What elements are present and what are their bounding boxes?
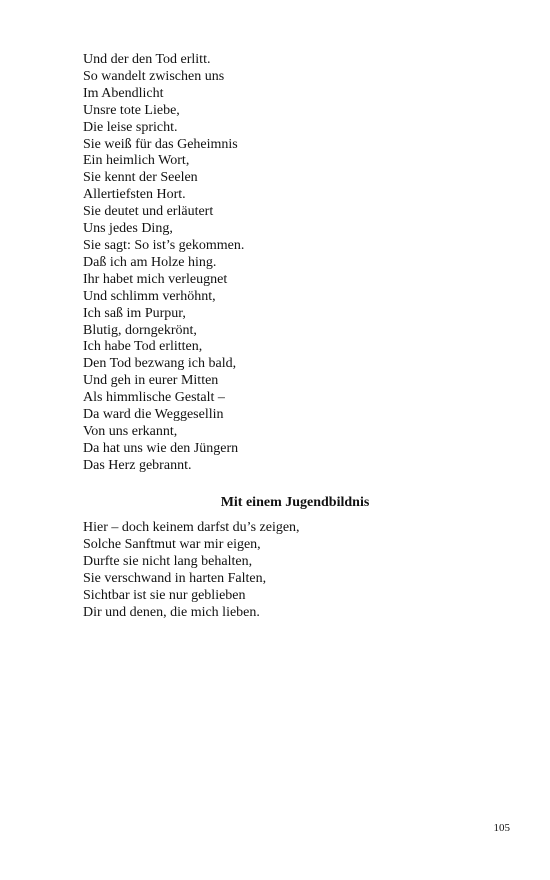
poem-line: Sie kennt der Seelen: [83, 170, 198, 186]
poem-line: Das Herz gebrannt.: [83, 457, 192, 473]
poem-line: Solche Sanftmut war mir eigen,: [83, 536, 261, 552]
poem-line: Ich saß im Purpur,: [83, 305, 186, 321]
poem-line: Sie sagt: So ist’s gekommen.: [83, 237, 245, 253]
poem-line: Unsre tote Liebe,: [83, 102, 180, 118]
poem-line: Sie deutet und erläutert: [83, 204, 214, 220]
poem-line: Ich habe Tod erlitten,: [83, 339, 203, 355]
poem-line: Blutig, dorngekrönt,: [83, 322, 197, 338]
poem-jugendbildnis: [83, 520, 300, 621]
poem-line: Sie verschwand in harten Falten,: [83, 570, 267, 586]
poem-line: Die leise spricht.: [83, 119, 178, 135]
poem-line: Und schlimm verhöhnt,: [83, 288, 216, 304]
poem-line: So wandelt zwischen uns: [83, 68, 225, 84]
poem-line: Allertiefsten Hort.: [83, 187, 186, 203]
poem-line: Hier – doch keinem darfst du’s zeigen,: [83, 520, 300, 535]
poem-line: Sichtbar ist sie nur geblieben: [83, 587, 246, 603]
poem-line: Sie weiß für das Geheimnis: [83, 136, 238, 152]
page-number: 105: [493, 822, 510, 834]
poem-line: Ihr habet mich verleugnet: [83, 271, 228, 287]
poem-line: Als himmlische Gestalt –: [83, 390, 225, 406]
poem-line: Da hat uns wie den Jüngern: [83, 440, 239, 456]
poem-line: Uns jedes Ding,: [83, 221, 173, 237]
poem-line: Und der den Tod erlitt.: [83, 52, 211, 67]
poem-line: Den Tod bezwang ich bald,: [83, 356, 237, 372]
poem-line: Ein heimlich Wort,: [83, 153, 190, 169]
poem-line: Im Abendlicht: [83, 85, 164, 101]
poem-title: Mit einem Jugendbildnis: [220, 495, 370, 510]
poem-line: Daß ich am Holze hing.: [83, 254, 217, 270]
poem-line: Dir und denen, die mich lieben.: [83, 604, 260, 620]
poem-line: Und geh in eurer Mitten: [83, 373, 219, 389]
poem-line: Von uns erkannt,: [83, 423, 178, 439]
poem-continuation: [83, 52, 244, 475]
poem-line: Da ward die Weggesellin: [83, 407, 224, 423]
poem-line: Durfte sie nicht lang behalten,: [83, 553, 253, 569]
